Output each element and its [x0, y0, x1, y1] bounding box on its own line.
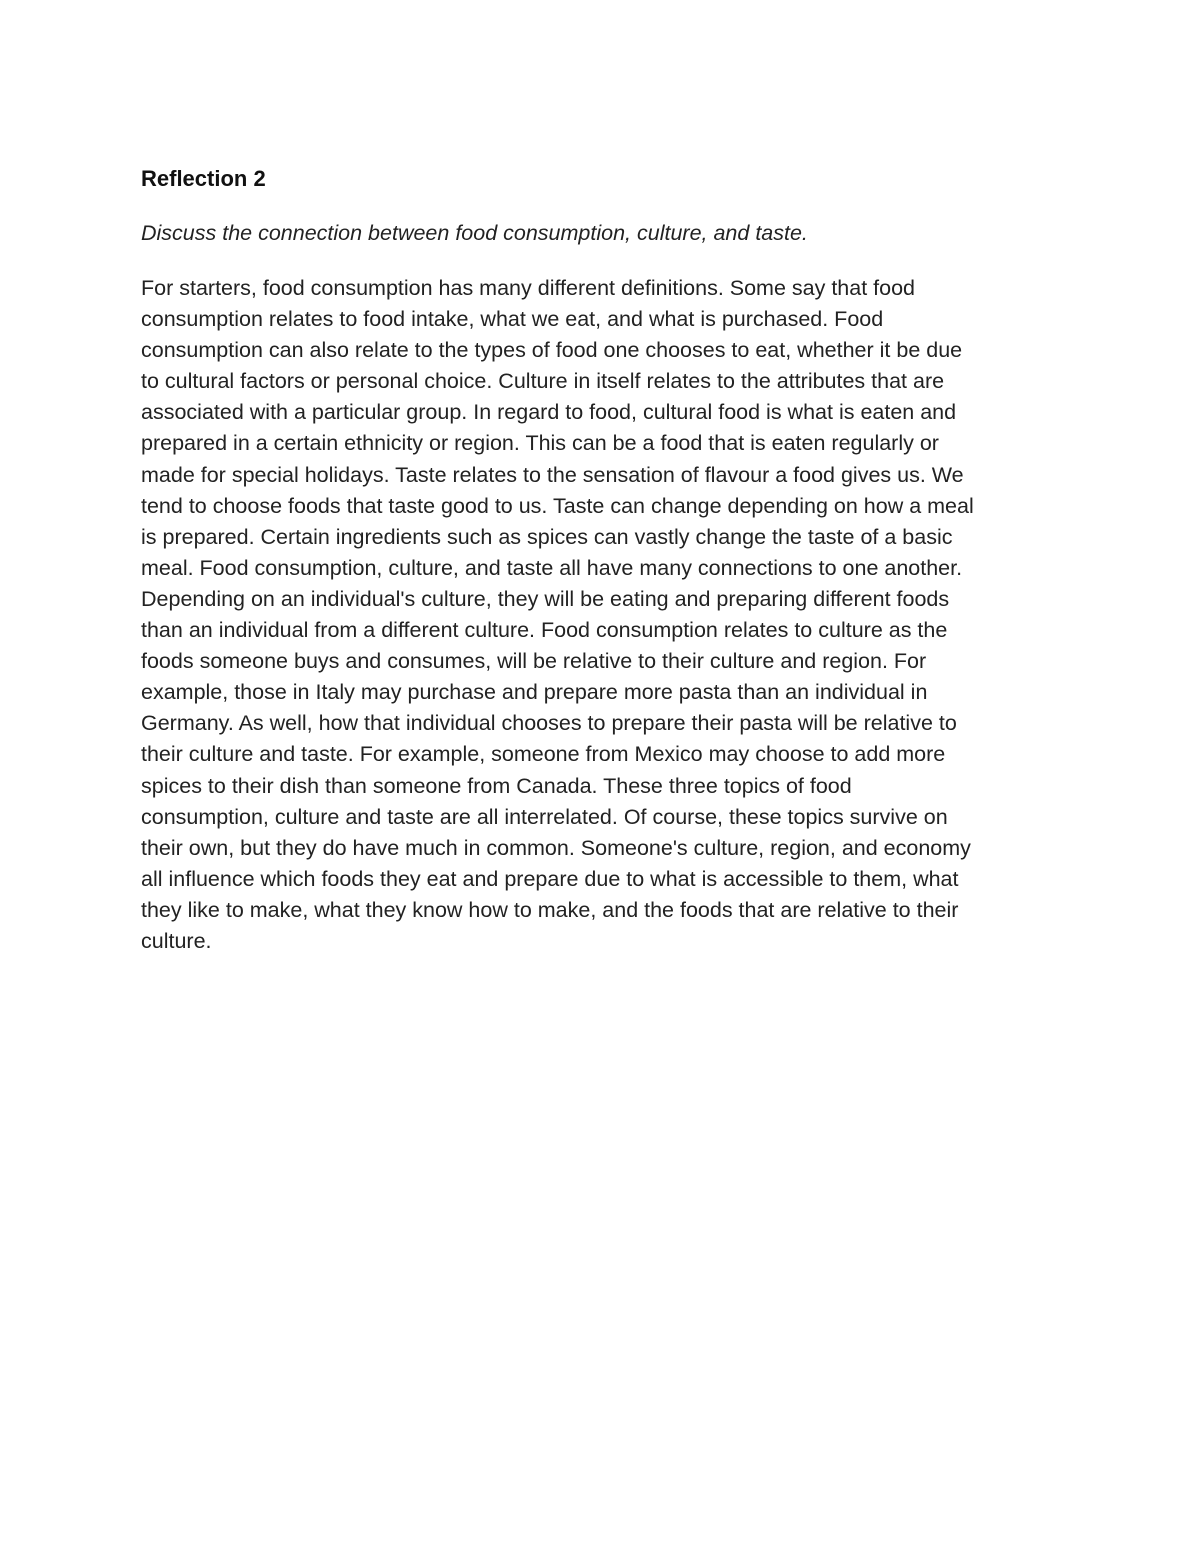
reflection-prompt: Discuss the connection between food consumption, culture, and taste.: [141, 221, 808, 245]
body-line: consumption relates to food intake, what we eat, and what is purchased. Food: [141, 307, 884, 332]
body-line: to cultural factors or personal choice. Culture in itself relates to the attributes that are: [141, 369, 945, 394]
body-line: their culture and taste. For example, someone from Mexico may choose to add more: [141, 742, 946, 767]
document-content: [141, 163, 1066, 957]
body-line: spices to their dish than someone from Canada. These three topics of food: [141, 773, 852, 798]
body-line: example, those in Italy may purchase and prepare more pasta than an individual in: [141, 680, 928, 705]
body-line: all influence which foods they eat and prepare due to what is accessible to them, what: [141, 866, 959, 891]
body-line: their own, but they do have much in common. Someone's culture, region, and economy: [141, 835, 971, 860]
body-line: than an individual from a different culture. Food consumption relates to culture as the: [141, 618, 948, 643]
body-line: For starters, food consumption has many different definitions. Some say that food: [141, 276, 916, 300]
body-line: is prepared. Certain ingredients such as spices can vastly change the taste of a basic: [141, 524, 953, 549]
body-line: they like to make, what they know how to make, and the foods that are relative to their: [141, 897, 959, 922]
body-paragraph: [141, 273, 1066, 957]
body-line: prepared in a certain ethnicity or region. This can be a food that is eaten regularly or: [141, 431, 939, 456]
body-line: made for special holidays. Taste relates to the sensation of flavour a food gives us. We: [141, 462, 964, 487]
body-line: foods someone buys and consumes, will be relative to their culture and region. For: [141, 649, 927, 674]
body-line: Depending on an individual's culture, they will be eating and preparing different foods: [141, 586, 950, 611]
body-line: consumption, culture and taste are all interrelated. Of course, these topics survive on: [141, 804, 948, 829]
body-line: associated with a particular group. In regard to food, cultural food is what is eaten and: [141, 400, 957, 425]
body-line: Germany. As well, how that individual chooses to prepare their pasta will be relative to: [141, 711, 957, 736]
body-line: meal. Food consumption, culture, and taste all have many connections to one another.: [141, 555, 963, 580]
document-title: Reflection 2: [141, 166, 266, 191]
body-line: tend to choose foods that taste good to us. Taste can change depending on how a meal: [141, 493, 974, 518]
body-line: consumption can also relate to the types of food one chooses to eat, whether it be due: [141, 338, 963, 363]
body-line: culture.: [141, 928, 212, 953]
